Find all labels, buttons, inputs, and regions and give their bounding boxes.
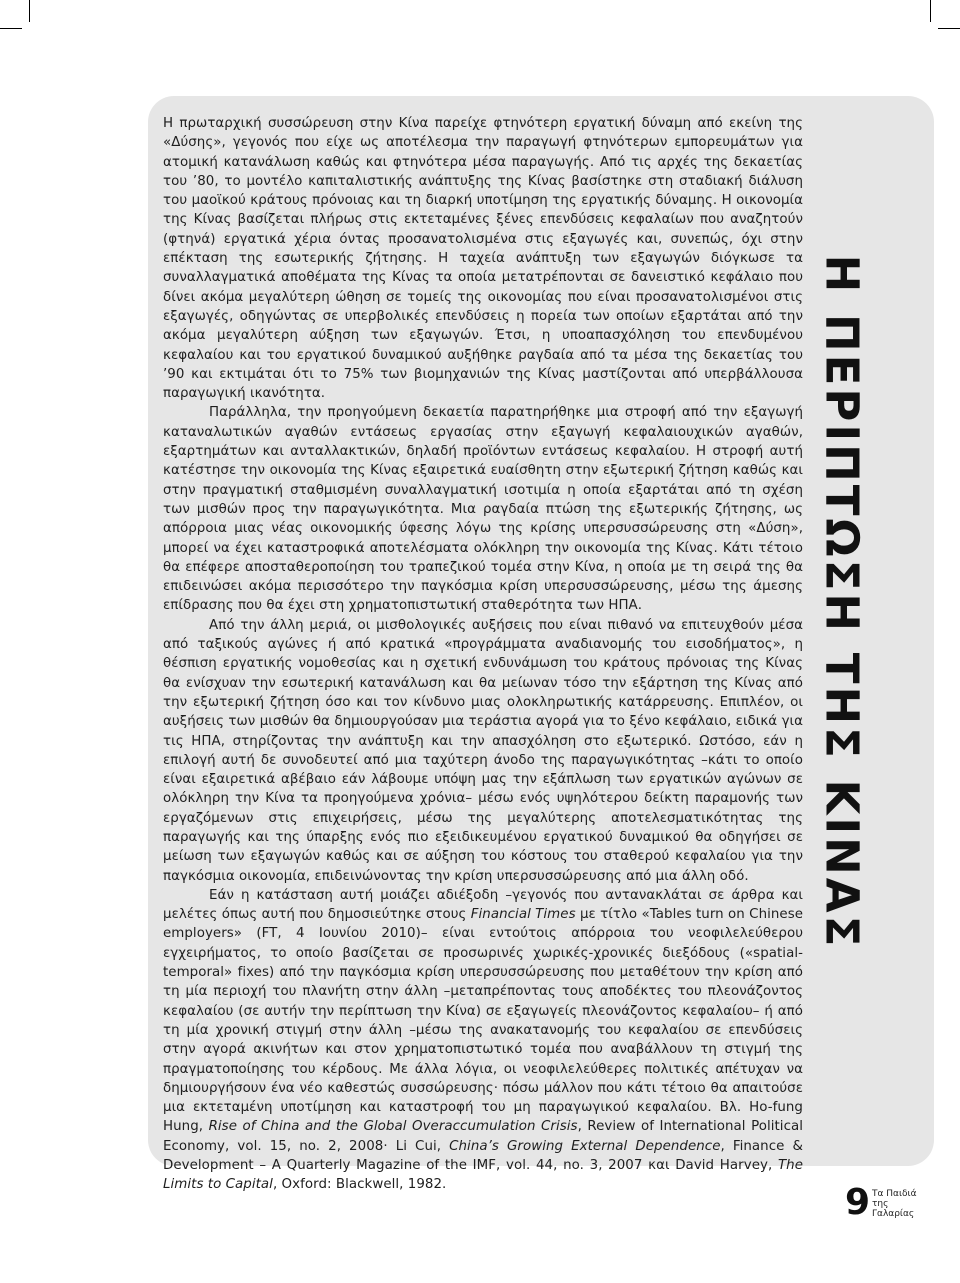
magazine-name-line-3: Γαλαρίας	[872, 1209, 915, 1219]
section-title-vertical: Η ΠΕΡΙΠΤΩΣΗ ΤΗΣ ΚΙΝΑΣ	[815, 254, 869, 950]
article-body	[163, 114, 803, 1195]
crop-mark-top-right	[930, 0, 931, 22]
p4-text-e: , Review of International Political Economy, vol. 15, no. 2, 2008· Li Cui,	[163, 1119, 804, 1154]
page-number: 9	[845, 1182, 871, 1223]
p4-italic-ft: Financial Times	[470, 907, 576, 923]
p4-italic-cui-title: China’s Growing External Dependence	[449, 1138, 721, 1154]
crop-mark-top-left	[29, 0, 30, 22]
paragraph-1: Η πρωταρχική συσσώρευση στην Κίνα παρείχε φτηνότερη εργατική δύναμη από εκείνη της «Δύσης», γεγονός που είχε ως αποτέλεσμα την παραγωγή φτηνότερων εμπορευμάτων για ατομική κατανάλωση καθώς και φτηνότερα μέσα παραγωγής. Από τις αρχές της δεκαετίας του ’80, το μοντέλο καπιταλιστικής ανάπτυξης της Κίνας βασίστηκε στη σταδιακή διάλυση του μαοϊκού κράτους πρόνοιας και τη διαρκή υποτίμηση της εργατικής δύναμης. Η οικονομία της Κίνας βασίζεται πλήρως στις εκτεταμένες ξένες επενδύσεις κεφαλαίων που αναζητούν (φτηνά) εργατικά χέρια όντας προσανατολισμένα στις εξαγωγές και, συνεπώς, όχι στην επέκταση της εσωτερικής ζήτησης. Η ταχεία ανάπτυξη των εξαγωγών διόγκωσε τα συναλλαγματικά αποθέματα της Κίνας τα οποία μετατρέπονται σε δανειστικό κεφάλαιο που δίνει ακόμα μεγαλύτερη ώθηση σε τομείς της οικονομίας που είναι προσανατολισμένοι στις εξαγωγές, οδηγώντας σε υπερβολικές επενδύσεις η πορεία των οποίων εξαρτάται από την ακόμα μεγαλύτερη αύξηση των εξαγωγών. Έτσι, η υποαπασχόληση του επενδυμένου κεφαλαίου και του εργατικού δυναμικού αυξήθηκε ραγδαία από τα μέσα της δεκαετίας του ’90 και εκτιμάται ότι το 75% των βιομηχανιών της Κίνας μαστίζονται από υπερβάλλουσα παραγωγική ικανότητα.	[163, 116, 803, 402]
p4-italic-hung-title: Rise of China and the Global Overaccumulation Crisis	[208, 1119, 578, 1135]
crop-mark-top-right-h	[938, 28, 960, 29]
p4-text-g: , Finance & Development – A Quarterly Magazine of the IMF, vol. 44, no. 3, 2007 και David Harvey,	[163, 1138, 803, 1174]
magazine-name-line-1: Τα Παιδιά	[872, 1189, 917, 1199]
paragraph-3: Από την άλλη μεριά, οι μισθολογικές αυξήσεις που είναι πιθανό να επιτευχθούν μέσα από ταξικούς αγώνες ή από κρατικά «προγράμματα αναδιανομής του εισοδήματος», η θέσπιση εργατικής νομοθεσίας και η σχετική ενδυνάμωση του κράτους πρόνοιας της Κίνας θα ενίσχυαν την εσωτερική κατανάλωση και θα μείωναν τόσο την εξάρτηση της Κίνας από την εξωτερική ζήτηση όσο και τον κίνδυνο μιας ολοκληρωτικής κατάρρευσης. Επιπλέον, οι αυξήσεις των μισθών θα δημιουργούσαν μια τεράστια αγορά για το ξένο κεφάλαιο, ειδικά για τις ΗΠΑ, στηρίζοντας την ανάπτυξη και την απασχόληση στο εξωτερικό. Ωστόσο, εάν η επιλογή αυτή δε συνοδευτεί από μια ταχύτερη άνοδο της παραγωγικότητας –κάτι το οποίο είναι εξαιρετικά αβέβαιο εάν λάβουμε υπόψη μας την εξάπλωση των εργατικών αγώνων σε ολόκληρη την Κίνα τα προηγούμενα χρόνια– μέσω ενός υψηλότερου δείκτη παραμονής των εργαζόμενων στις επιχειρήσεις, μέσω της μεγαλύτερης αποτελεσματικότητας της παραγωγής και της ύπαρξης ενός πιο εξειδικευμένου εργατικού δυναμικού θα οδηγήσει σε μείωση των εξαγωγών καθώς και σε αύξηση του κόστους του σταθερού κεφαλαίου για την παγκόσμια οικονομία, επιδεινώνοντας την κρίση υπερσυσσώρευσης από μια άλλη οδό.	[163, 617, 803, 884]
magazine-name-line-2: της	[872, 1199, 889, 1209]
crop-mark-top-left-h	[0, 28, 22, 29]
magazine-name	[872, 1189, 932, 1219]
p4-text-c: με τίτλο «Tables turn on Chinese employers» (FT, 4 Ιουνίου 2010)– είναι εντούτοις απόρροια του νεοφιλελεύθερου εγχειρήματος, το οποίο βασίζεται σε προσωρινές χωρικές-χρονικές διεξόδους («spatial-temporal» fixes) από την παγκόσμια κρίση υπερσυσσώρευσης που μεταθέτουν την κρίση από τη μία περιοχή του πλανήτη στην άλλη –μεταπρέποντας τους αποδέκτες του πλεονάζοντος κεφαλαίου (σε αυτήν την περίπτωση την Κίνα) σε εξαγωγείς πλεονάζοντος κεφαλαίου– ή από τη μία χρονική στιγμή στην άλλη –μέσω της ανακατανομής του κεφαλαίου σε επενδύσεις στην αγορά ακινήτων και στον χρηματοπιστωτικό τομέα που αναβάλλουν τη στιγμή της πραγματοποίησης του κέρδους. Με άλλα λόγια, οι νεοφιλελεύθερες πολιτικές απέτυχαν να δημιουργήσουν ένα νέο καθεστώς συσσώρευσης· πόσω μάλλον που κάτι τέτοιο θα απαιτούσε μια εκτεταμένη υποτίμηση και καταστροφή του μη παραγωγικού κεφαλαίου. Βλ. Ho-fung Hung,	[163, 907, 804, 1135]
paragraph-2: Παράλληλα, την προηγούμενη δεκαετία παρατηρήθηκε μια στροφή από την εξαγωγή καταναλωτικών αγαθών εντάσεως εργασίας στην εξαγωγή κεφαλαιουχικών αγαθών, εξαρτημάτων και ανταλλακτικών, δηλαδή προϊόντων εντάσεως κεφαλαίου. Η στροφή αυτή κατέστησε την οικονομία της Κίνας εξαιρετικά ευαίσθητη στην εξωτερική ζήτηση καθώς και στην πραγματική σταθμισμένη συναλλαγματική ισοτιμία η οποία εξαρτάται από τη σχέση των μισθών προς την παραγωγικότητα. Μια ραγδαία πτώση της εξωτερικής ζήτησης, ως απόρροια μιας νέας οικονομικής ύφεσης λόγω της κρίσης υπερσυσσώρευσης στη «Δύση», μπορεί να έχει καταστροφικά αποτελέσματα ολόκληρη την οικονομία της Κίνας. Κάτι τέτοιο θα επέφερε αποσταθεροποίηση του τραπεζικού τομέα στην Κίνα, η οποία με τη σειρά της θα επιδεινώσει ακόμα περισσότερο την παγκόσμια κρίση υπερσυσσώρευσης, μέσω της άμεσης επίδρασης που θα έχει στη χρηματοπιστωτική σταθερότητα των ΗΠΑ.	[163, 405, 803, 614]
paragraph-4	[163, 886, 803, 1195]
p4-text-a: Εάν η κατάσταση αυτή μοιάζει αδιέξοδη –γεγονός που αντανακλάται σε άρθρα και μελέτες όπως αυτή που δημοσιεύτηκε στους	[163, 887, 803, 923]
p4-text-i: , Oxford: Blackwell, 1982.	[272, 1177, 447, 1193]
p4-italic-harvey-title: The Limits to Capital	[163, 1158, 803, 1193]
